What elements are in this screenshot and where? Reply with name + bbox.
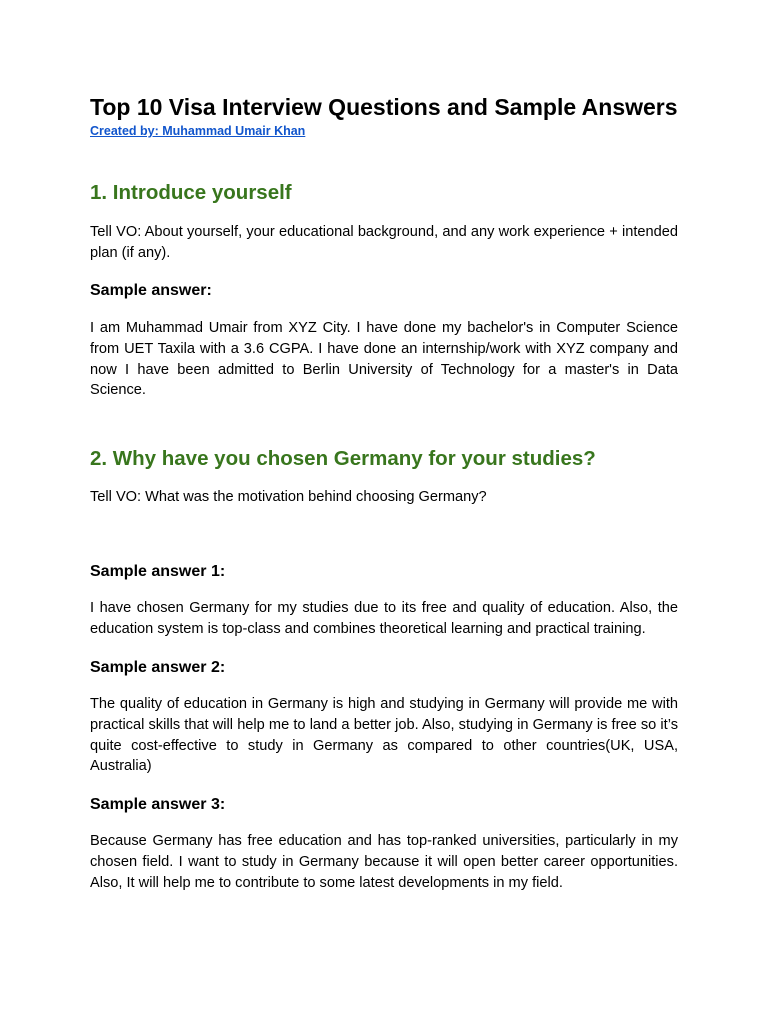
section-2-prompt: Tell VO: What was the motivation behind choosing Germany?: [90, 489, 487, 505]
document-title: Top 10 Visa Interview Questions and Sample Answers: [90, 94, 678, 120]
sample-answer-3-heading: Sample answer 3:: [90, 796, 226, 813]
author-link[interactable]: Created by: Muhammad Umair Khan: [90, 124, 306, 138]
section-1-answer-heading: Sample answer:: [90, 282, 212, 299]
sample-answer-1-text: I have chosen Germany for my studies due to its free and quality of education. Also, the education system is top-class and combines theoretical learning and practical training.: [90, 600, 678, 637]
sample-answer-3-text: Because Germany has free education and has top-ranked universities, particularly in my chosen field. I want to study in Germany because it will open better career opportunities. Also, It will help me to contribute to some latest developments in my field.: [90, 833, 678, 891]
section-1-prompt: Tell VO: About yourself, your educational background, and any work experience + intended plan (if any).: [90, 224, 678, 261]
sample-answer-2-text: The quality of education in Germany is high and studying in Germany will provide me with practical skills that will help me to land a better job. Also, studying in Germany is free so it’s quite cost-effective to study in Germany as compared to other countries(UK, USA, Australia): [90, 696, 678, 775]
section-1-heading: 1. Introduce yourself: [90, 181, 292, 204]
sample-answer-2-heading: Sample answer 2:: [90, 659, 226, 676]
sample-answer-1-heading: Sample answer 1:: [90, 563, 226, 580]
section-2-heading: 2. Why have you chosen Germany for your studies?: [90, 447, 596, 470]
section-1-answer: I am Muhammad Umair from XYZ City. I have done my bachelor's in Computer Science from UET Taxila with a 3.6 CGPA. I have done an internship/work with XYZ company and now I have been admitted to Berlin University of Technology for a master's in Data Science.: [90, 320, 678, 399]
